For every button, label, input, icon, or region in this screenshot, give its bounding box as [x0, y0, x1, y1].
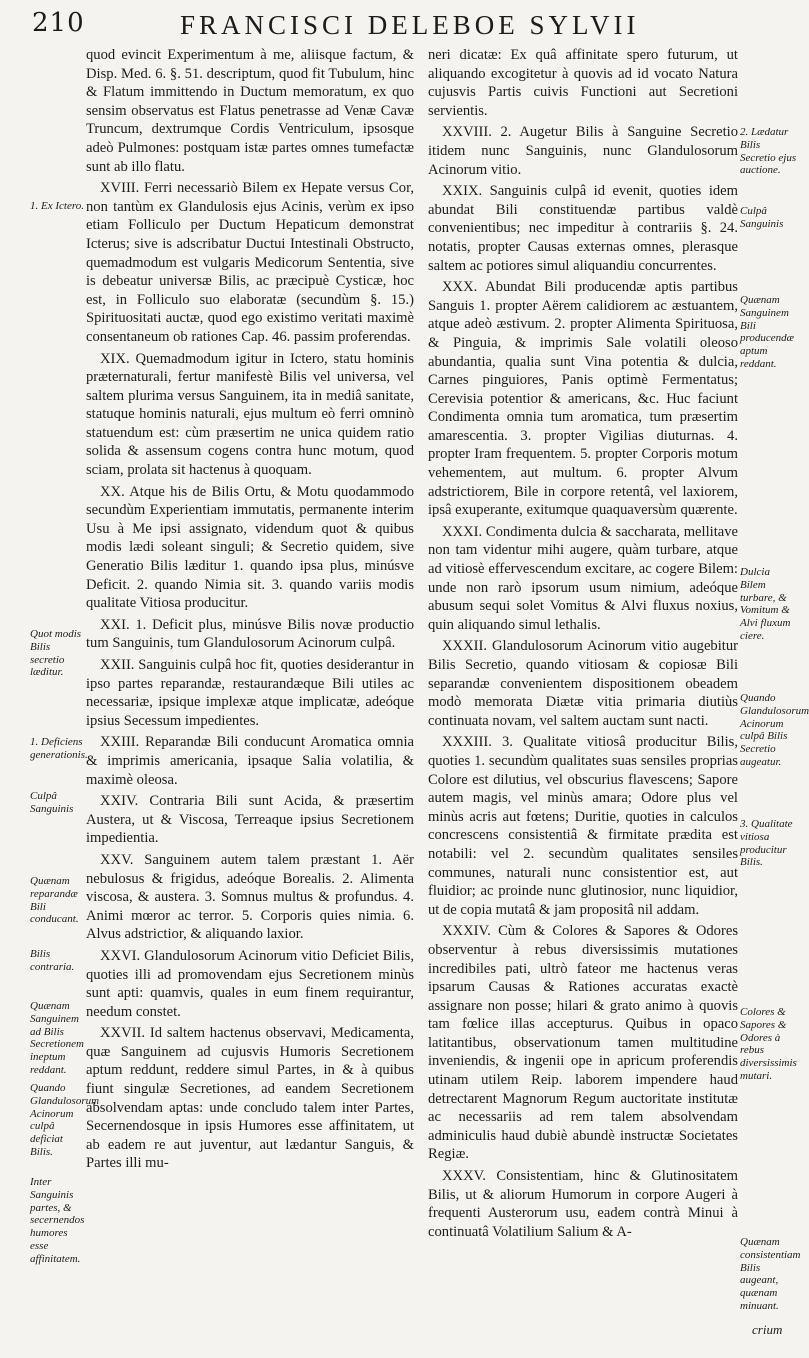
left-text-column — [86, 46, 414, 1173]
margin-note: 2. Lædatur Bilis Secretio ejus auctione. — [740, 126, 797, 177]
paragraph: XXVI. Glandulosorum Acinorum vitio Deficiet Bilis, quoties illi ad promovendam ejus Secretionem minùs sunt apti: quamvis, quales in eum finem requirantur, needum constet. — [86, 947, 414, 1020]
margin-note: Quando Glandulosorum Acinorum culpâ deficiat Bilis. — [30, 1082, 100, 1158]
margin-note: 1. Ex Ictero. — [30, 200, 84, 212]
paragraph: XX. Atque his de Bilis Ortu, & Motu quodammodo secundùm Experientiam immutatis, permanente interim Usu à Me ipsi assignato, videndum quot & quibus modis lædi soleant singuli; & Secretio quidem, sive Generatio Bilis læditur 1. quando ipsa plus, minúsve Deficit. 2. quando Nimia sit. 3. quando variis modis qualitate Vitiosa producitur. — [86, 483, 414, 612]
paragraph: XXXI. Condimenta dulcia & saccharata, mellitave non tam videntur mihi augere, quàm turbare, atque ad vitiosè effervescendum excitare, ac cogere Bilem: unde non rarò ipsorum usum nimium, adeóque abusum sequi solet Vomitus & Alvi fluxus noxius, quin aliquando simul lethalis. — [428, 523, 738, 633]
page-number: 210 — [32, 8, 85, 38]
margin-note: Culpâ Sanguinis — [740, 205, 784, 230]
margin-note: 3. Qualitate vitiosa producitur Bilis. — [740, 818, 793, 869]
margin-note: Quænam Sanguinem ad Bilis Secretionem ineptum reddant. — [30, 1000, 84, 1076]
paragraph: neri dicatæ: Ex quâ affinitate spero futurum, ut aliquando excogitetur à quovis ad id vocato Natura cujusvis Partis cuivis Functioni aut Secretioni servientis. — [428, 47, 738, 119]
paragraph: XXX. Abundat Bili producendæ aptis partibus Sanguis 1. propter Aërem calidiorem ac æstuantem, atque adeò æstivum. 2. propter Alimenta Spirituosa, & Pinguia, & imprimis Sale volatili oleoso abundantia, qualia sunt Vina potentia & dulcia, Carnes pinguiores, Panis optimè Fermentatus; Cerevisia potentior & americans, &c. Huc faciunt Condimenta omnia tum aromatica, tum præsertim amarescentia. 3. propter Vigilias diuturnas. 4. propter Iram frequentem. 5. propter Corporis motum vehementem, aut multum. 6. propter Alvum adstrictiorem, Bile in corpore retentâ, vel laxiorem, ipsâ exuperante, exitumque quaquaversùm quærente. — [428, 279, 738, 519]
margin-note: Quot modis Bilis secretio læditur. — [30, 628, 82, 679]
margin-note: Bilis contraria. — [30, 948, 75, 973]
paragraph: XXV. Sanguinem autem talem præstant 1. Aër nebulosus & frigidus, adeóque Borealis. 2. Alimenta viscosa, & austera. 3. Somnus multus & profundus. 4. Animi mœror ac terror. 5. Corporis quies nimia. 6. Alvus adstrictior, & aliquando laxior. — [86, 851, 414, 943]
margin-note: Quænam consistentiam Bilis augeant, quænam minuant. — [740, 1236, 801, 1312]
right-text-column — [428, 46, 738, 1241]
paragraph: XXIII. Reparandæ Bili conducunt Aromatica omnia & imprimis americania, ipsaque Salia volatilia, & maximè oleosa. — [86, 734, 414, 788]
paragraph: XVIII. Ferri necessariò Bilem ex Hepate versus Cor, non tantùm ex Glandulosis ejus Acinis, verùm ex ipso etiam Folliculo per Ductum Hepaticum demonstrat Icterus; sive is adscribatur Ductui Intestinali Obstructo, quemadmodum est vulgaris Medicorum Sententia, sive is debeatur universæ Bilis, ac præcipuè Cysticæ, hoc est, in Folliculo suo elaboratæ (secundùm §. 15.) Spirituositati auctæ, quod ego existimo veritati maximè consentaneum ob rationes Cap. 46. passim proferendas. — [86, 180, 414, 345]
margin-note: Culpâ Sanguinis — [30, 790, 74, 815]
page-header — [0, 6, 800, 46]
margin-note: Quænam reparandæ Bili conducant. — [30, 875, 79, 926]
margin-note: Quando Glandulosorum Acinorum culpâ Bilis Secretio augeatur. — [740, 692, 809, 768]
paragraph: XXXIII. 3. Qualitate vitiosâ producitur Bilis, quoties 1. secundùm qualitates suas sensiles proprias Colore est dilutius, vel obscurius flavescens; Sapore autem magis, vel minùs amara; Odore plus vel minùs acris aut fœtens; Duritie, quoties in calculos concrescens consistentiâ & firmitate prædita est notabili: vel 2. secundùm qualitates sensiles communes, naturali nunc consistentior est, aut fluidior; ac proinde nunc glutinosior, nunc liquidior, ut de copia mutatâ & jam propositâ nil addam. — [428, 734, 738, 918]
paragraph: XXXV. Consistentiam, hinc & Glutinositatem Bilis, ut & aliorum Humorum in corpore Augeri à frequenti Austerorum usu, eadem contrà Minui à continuatâ Volatilium Salium & A- — [428, 1168, 738, 1240]
paragraph: quod evincit Experimentum à me, aliisque factum, & Disp. Med. 6. §. 51. descriptum, quod fit Tubulum, hinc & Flatum immittendo in Ductum memoratum, ex quo sensim observatus est Flatus penetrasse ad Venæ Cavæ Truncum, dextrumque Cordis Ventriculum, ipsosque adeò Pulmones: postquam istæ partes omnes tumefactæ sunt ab illo flatu. — [86, 47, 414, 175]
margin-note: Colores & Sapores & Odores à rebus diversissimis mutari. — [740, 1006, 797, 1082]
margin-note: 1. Deficiens generationis. — [30, 736, 88, 761]
catchword: crium — [752, 1322, 783, 1337]
paragraph: XXIX. Sanguinis culpâ id evenit, quoties idem abundat Bili constituendæ partibus valdè convenientibus; nec impeditur à contrariis §. 24. notatis, propter Causas externas omnes, plerasque saltem ac potiores simul aliquandiu concurrentes. — [428, 183, 738, 274]
paragraph: XXVIII. 2. Augetur Bilis à Sanguine Secretio itidem nunc Sanguinis, nunc Glandulosorum Acinorum vitio. — [428, 124, 738, 178]
paragraph: XXII. Sanguinis culpâ hoc fit, quoties desiderantur in ipso partes reparandæ, restaurandæque Bili utiles ac necessariæ, ipsique implexæ atque implicatæ, adeóque ipsius Secessum impedientes. — [86, 657, 414, 729]
paragraph: XXIV. Contraria Bili sunt Acida, & præsertim Austera, ut & Viscosa, Terreaque ipsius Secretionem impedientia. — [86, 793, 414, 847]
paragraph: XXI. 1. Deficit plus, minúsve Bilis novæ productio tum Sanguinis, tum Glandulosorum Acinorum culpâ. — [86, 616, 414, 652]
paragraph: XXVII. Id saltem hactenus observavi, Medicamenta, quæ Sanguinem ad cujusvis Humoris Secretionem aptum reddunt, reddere simul Partes, in & à quibus fiunt singulæ Secretiones, ad eandem Secretionem absolvendam aptas: unde concludo talem inter Partes, Secernendosque in ipsis Humores esse affinitatem, ut ab eadem re aut juventur, aut lædantur Sanguis, & Partes illi mu- — [86, 1025, 414, 1172]
margin-note: Inter Sanguinis partes, & secernendos humores esse affinitatem. — [30, 1176, 85, 1265]
running-title: FRANCISCI DELEBOE SYLVII — [180, 10, 640, 40]
paragraph: XIX. Quemadmodum igitur in Ictero, statu hominis præternaturali, fertur manifestè Bilis vel universa, vel saltem plurima versus Sanguinem, ita in mediâ sanitate, statuque hominis naturali, ejus multum eò ferri omninò statuendum est: cùm præsertim ne unica quidem ratio solida & assensum cogens contra hunc motum, quod sciam, prolata sit hactenus à quoquam. — [86, 350, 414, 479]
margin-note: Quænam Sanguinem Bili producendæ aptum reddant. — [740, 294, 794, 370]
margin-note: Dulcia Bilem turbare, & Vomitum & Alvi fluxum ciere. — [740, 566, 791, 642]
paragraph: XXXIV. Cùm & Colores & Sapores & Odores observentur à rebus diversissimis mutationes incredibiles pati, ultrò fateor me hactenus veras ipsarum Causas & Rationes accuratas exactè assignare non posse; hilari & grato animo à quovis tam fœlice illas accepturus. Quibus in opaco latitantibus, observationum tamen multitudine inveniendis, & ingenii ope in apricum proferendis utinam utilem Reip. laborem impendere haud detrectarent Magnorum Regum auctoritate institutæ ac necessariis ad rem talem absolvendam adminiculis haud dubiè abundè instructæ Societates Regiæ. — [428, 923, 738, 1163]
paragraph: XXXII. Glandulosorum Acinorum vitio augebitur Bilis Secretio, quando vitiosam & copiosæ Bili separandæ convenientem dispositionem obeadem modò memorata Diætæ vitia primaria diutiùs continuata novam, vel saltem auctam sunt nacti. — [428, 638, 738, 729]
